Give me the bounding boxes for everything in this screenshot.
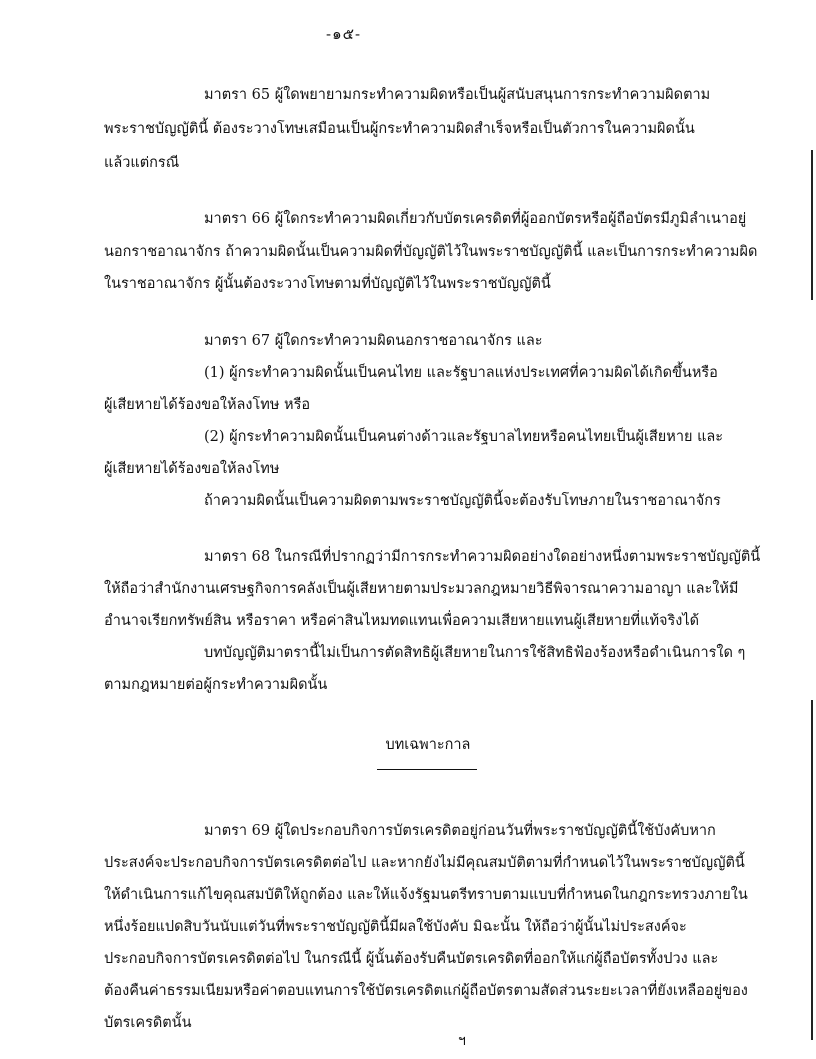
section-66-line-3: ในราชอาณาจักร ผู้นั้นต้องระวางโทษตามที่บัญญัติไว้ในพระราชบัญญัตินี้ [104, 276, 551, 292]
section-65-line-1: มาตรา 65 ผู้ใดพยายามกระทำความผิดหรือเป็นผู้สนับสนุนการกระทำความผิดตาม [204, 87, 711, 103]
section-67-line-2: (1) ผู้กระทำความผิดนั้นเป็นคนไทย และรัฐบาลแห่งประเทศที่ความผิดได้เกิดขึ้นหรือ [204, 365, 718, 381]
transitional-heading: บทเฉพาะกาล [385, 737, 471, 753]
section-69-line-1: มาตรา 69 ผู้ใดประกอบกิจการบัตรเครดิตอยู่ก่อนวันที่พระราชบัญญัตินี้ใช้บังคับหาก [204, 823, 716, 839]
page-number: -๑๕- [326, 25, 362, 43]
section-67-line-1: มาตรา 67 ผู้ใดกระทำความผิดนอกราชอาณาจักร และ [204, 333, 543, 349]
section-68-line-3: อำนาจเรียกทรัพย์สิน หรือราคา หรือค่าสินไหมทดแทนเพื่อความเสียหายแทนผู้เสียหายที่แท้จริงได้ [104, 613, 700, 629]
section-68-line-5: ตามกฎหมายต่อผู้กระทำความผิดนั้น [104, 677, 328, 693]
section-67-line-5: ผู้เสียหายได้ร้องขอให้ลงโทษ [104, 461, 280, 477]
section-69-line-7: บัตรเครดิตนั้น [104, 1015, 192, 1031]
section-69-line-3: ให้ดำเนินการแก้ไขคุณสมบัติให้ถูกต้อง และให้แจ้งรัฐมนตรีทราบตามแบบที่กำหนดในกฎกระทรวงภายใน [104, 887, 748, 903]
section-66-line-1: มาตรา 66 ผู้ใดกระทำความผิดเกี่ยวกับบัตรเครดิตที่ผู้ออกบัตรหรือผู้ถือบัตรมีภูมิลำเนาอยู่ [204, 211, 747, 227]
section-69-line-4: หนึ่งร้อยแปดสิบวันนับแต่วันที่พระราชบัญญัตินี้มีผลใช้บังคับ มิฉะนั้น ให้ถือว่าผู้นั้นไม่ประสงค์จะ [104, 919, 687, 935]
section-66-line-2: นอกราชอาณาจักร ถ้าความผิดนั้นเป็นความผิดที่บัญญัติไว้ในพระราชบัญญัตินี้ และเป็นการกระทำความผิด [104, 244, 758, 260]
continuation-mark: ฯ [458, 1033, 466, 1049]
section-69-line-2: ประสงค์จะประกอบกิจการบัตรเครดิตต่อไป และหากยังไม่มีคุณสมบัติตามที่กำหนดไว้ในพระราชบัญญัตินี้ [104, 855, 745, 871]
section-68-line-1: มาตรา 68 ในกรณีที่ปรากฏว่ามีการกระทำความผิดอย่างใดอย่างหนึ่งตามพระราชบัญญัตินี้ [204, 549, 761, 565]
section-65-line-3: แล้วแต่กรณี [104, 155, 180, 171]
section-69-line-6: ต้องคืนค่าธรรมเนียมหรือค่าตอบแทนการใช้บัตรเครดิตแก่ผู้ถือบัตรตามสัดส่วนระยะเวลาที่ยังเหลืออยู่ของ [104, 983, 748, 999]
section-65-line-2: พระราชบัญญัตินี้ ต้องระวางโทษเสมือนเป็นผู้กระทำความผิดสำเร็จหรือเป็นตัวการในความผิดนั้น [104, 121, 695, 137]
section-67-line-4: (2) ผู้กระทำความผิดนั้นเป็นคนต่างด้าวและรัฐบาลไทยหรือคนไทยเป็นผู้เสียหาย และ [204, 429, 724, 445]
section-69-line-5: ประกอบกิจการบัตรเครดิตต่อไป ในกรณีนี้ ผู้นั้นต้องรับคืนบัตรเครดิตที่ออกให้แก่ผู้ถือบัตรทั้งปวง และ [104, 951, 719, 967]
section-68-line-2: ให้ถือว่าสำนักงานเศรษฐกิจการคลังเป็นผู้เสียหายตามประมวลกฎหมายวิธีพิจารณาความอาญา และให้มี [104, 581, 739, 597]
section-67-line-3: ผู้เสียหายได้ร้องขอให้ลงโทษ หรือ [104, 397, 311, 413]
section-68-line-4: บทบัญญัติมาตรานี้ไม่เป็นการตัดสิทธิผู้เสียหายในการใช้สิทธิฟ้องร้องหรือดำเนินการใด ๆ [204, 645, 746, 661]
section-67-line-6: ถ้าความผิดนั้นเป็นความผิดตามพระราชบัญญัตินี้จะต้องรับโทษภายในราชอาณาจักร [204, 493, 721, 509]
heading-underline [377, 769, 477, 770]
scan-edge-mark [811, 150, 813, 300]
